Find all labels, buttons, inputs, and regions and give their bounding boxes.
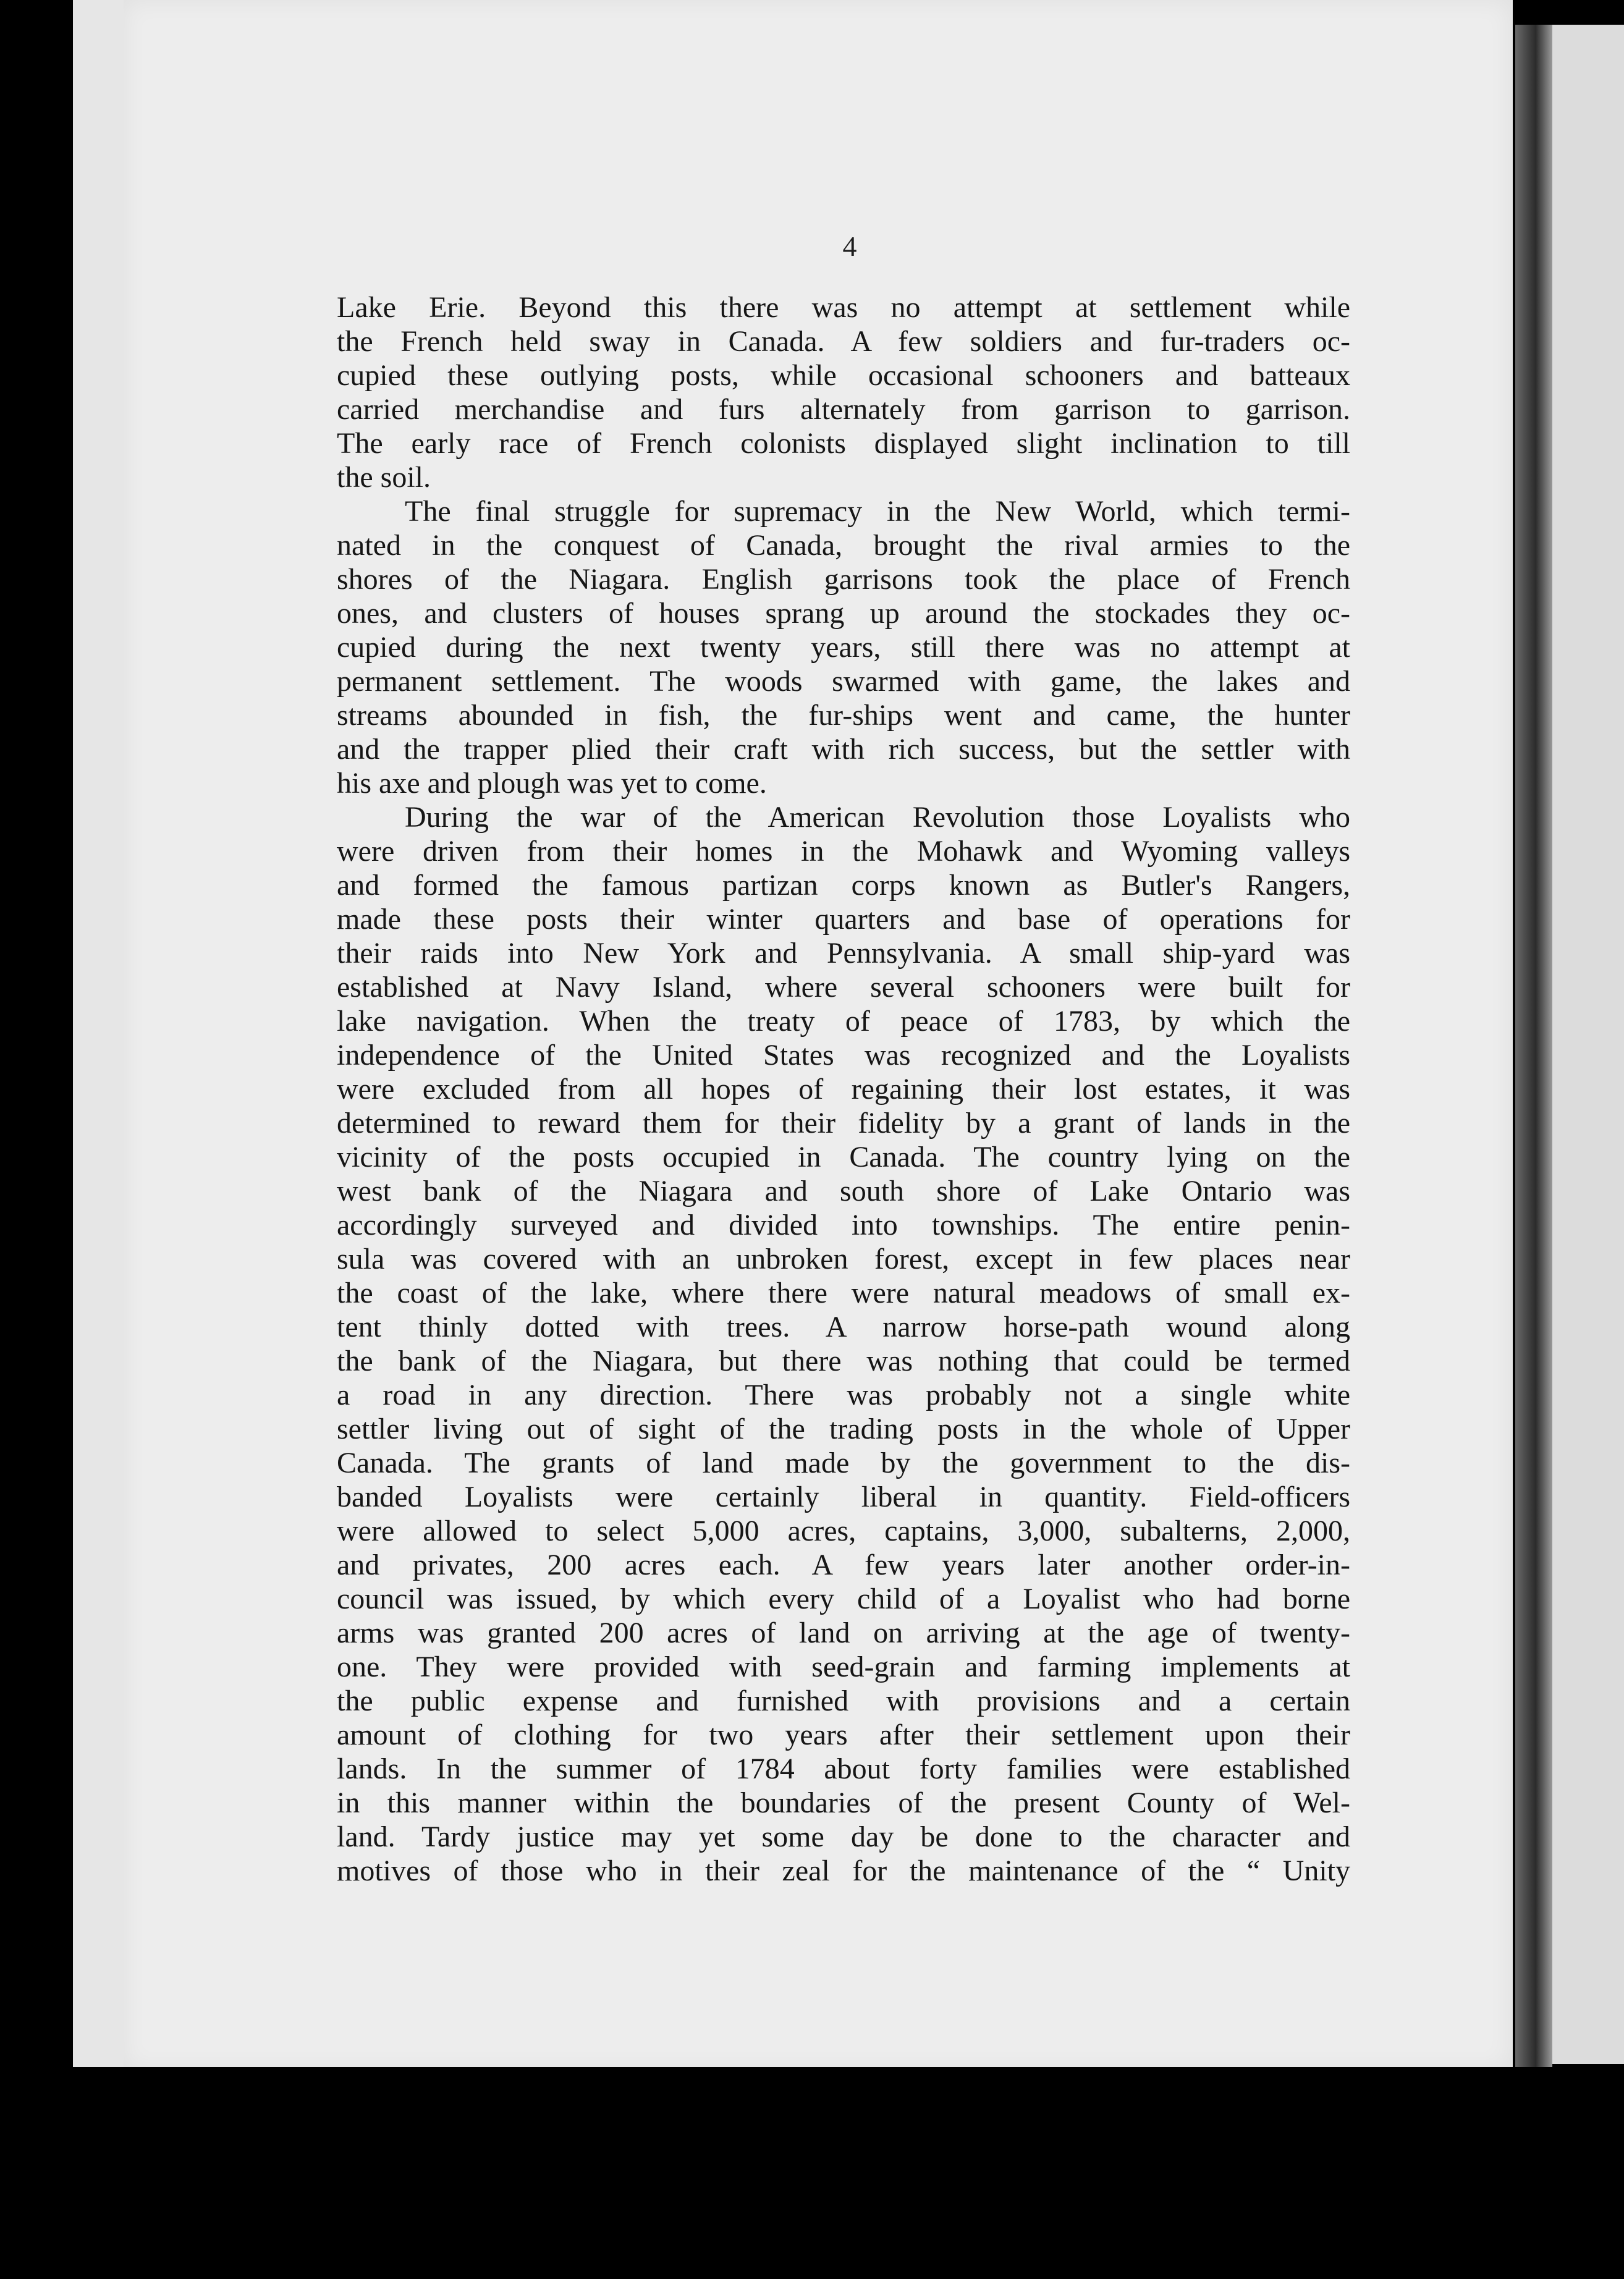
text-line: his axe and plough was yet to come. xyxy=(337,767,767,800)
binding-shadow xyxy=(1515,25,1552,2089)
text-line: the bank of the Niagara, but there was nothing that could be termed xyxy=(337,1345,1350,1377)
bottom-shadow xyxy=(0,2067,1624,2279)
text-line: cupied these outlying posts, while occasional schooners and batteaux xyxy=(337,359,1350,392)
text-line: council was issued, by which every child of a Loyalist who had borne xyxy=(337,1583,1350,1615)
text-line: their raids into New York and Pennsylvania. A small ship-yard was xyxy=(337,937,1350,970)
text-line: vicinity of the posts occupied in Canada. The country lying on the xyxy=(337,1141,1350,1173)
text-line: in this manner within the boundaries of the present County of Wel- xyxy=(337,1786,1350,1819)
text-line: determined to reward them for their fidelity by a grant of lands in the xyxy=(337,1107,1350,1140)
text-line: carried merchandise and furs alternately from garrison to garrison. xyxy=(337,393,1350,426)
body-text xyxy=(337,290,1350,1888)
text-line: During the war of the American Revolution those Loyalists who xyxy=(405,801,1350,834)
text-line: tent thinly dotted with trees. A narrow horse-path wound along xyxy=(337,1311,1350,1343)
text-line: and privates, 200 acres each. A few years later another order-in- xyxy=(337,1549,1350,1581)
text-line: the soil. xyxy=(337,461,431,494)
text-line: the public expense and furnished with provisions and a certain xyxy=(337,1685,1350,1717)
text-line: amount of clothing for two years after their settlement upon their xyxy=(337,1719,1350,1751)
text-line: land. Tardy justice may yet some day be done to the character and xyxy=(337,1820,1350,1853)
text-line: the French held sway in Canada. A few soldiers and fur-traders oc- xyxy=(337,325,1350,358)
text-line: and formed the famous partizan corps known as Butler's Rangers, xyxy=(337,869,1350,902)
text-line: made these posts their winter quarters and base of operations for xyxy=(337,903,1350,936)
text-line: settler living out of sight of the trading posts in the whole of Upper xyxy=(337,1413,1350,1445)
text-line: lands. In the summer of 1784 about forty families were established xyxy=(337,1753,1350,1785)
text-line: ones, and clusters of houses sprang up around the stockades they oc- xyxy=(337,597,1350,630)
text-line: accordingly surveyed and divided into townships. The entire penin- xyxy=(337,1209,1350,1241)
text-line: arms was granted 200 acres of land on arriving at the age of twenty- xyxy=(337,1617,1350,1649)
text-line: cupied during the next twenty years, still there was no attempt at xyxy=(337,631,1350,664)
text-line: west bank of the Niagara and south shore of Lake Ontario was xyxy=(337,1175,1350,1207)
text-line: motives of those who in their zeal for the maintenance of the “ Unity xyxy=(337,1854,1350,1887)
text-line: streams abounded in fish, the fur-ships went and came, the hunter xyxy=(337,699,1350,732)
text-line: were excluded from all hopes of regaining their lost estates, it was xyxy=(337,1073,1350,1106)
text-line: established at Navy Island, where several schooners were built for xyxy=(337,971,1350,1004)
text-line: Lake Erie. Beyond this there was no attempt at settlement while xyxy=(337,291,1350,324)
text-line: sula was covered with an unbroken forest, except in few places near xyxy=(337,1243,1350,1275)
text-line: shores of the Niagara. English garrisons took the place of French xyxy=(337,563,1350,596)
adjacent-page-edge xyxy=(1552,25,1624,2064)
text-line: were allowed to select 5,000 acres, captains, 3,000, subalterns, 2,000, xyxy=(337,1515,1350,1547)
text-line: banded Loyalists were certainly liberal in quantity. Field-officers xyxy=(337,1481,1350,1513)
text-line: nated in the conquest of Canada, brought the rival armies to the xyxy=(337,529,1350,562)
text-line: the coast of the lake, where there were natural meadows of small ex- xyxy=(337,1277,1350,1309)
text-line: The early race of French colonists displayed slight inclination to till xyxy=(337,427,1350,460)
text-line: lake navigation. When the treaty of peace of 1783, by which the xyxy=(337,1005,1350,1038)
text-line: independence of the United States was recognized and the Loyalists xyxy=(337,1039,1350,1072)
text-line: permanent settlement. The woods swarmed with game, the lakes and xyxy=(337,665,1350,698)
text-line: were driven from their homes in the Mohawk and Wyoming valleys xyxy=(337,835,1350,868)
page-number: 4 xyxy=(842,230,857,262)
text-line: Canada. The grants of land made by the government to the dis- xyxy=(337,1447,1350,1479)
text-line: and the trapper plied their craft with rich success, but the settler with xyxy=(337,733,1350,766)
text-line: one. They were provided with seed-grain and farming implements at xyxy=(337,1651,1350,1683)
text-line: The final struggle for supremacy in the New World, which termi- xyxy=(405,495,1350,528)
text-line: a road in any direction. There was probably not a single white xyxy=(337,1379,1350,1411)
